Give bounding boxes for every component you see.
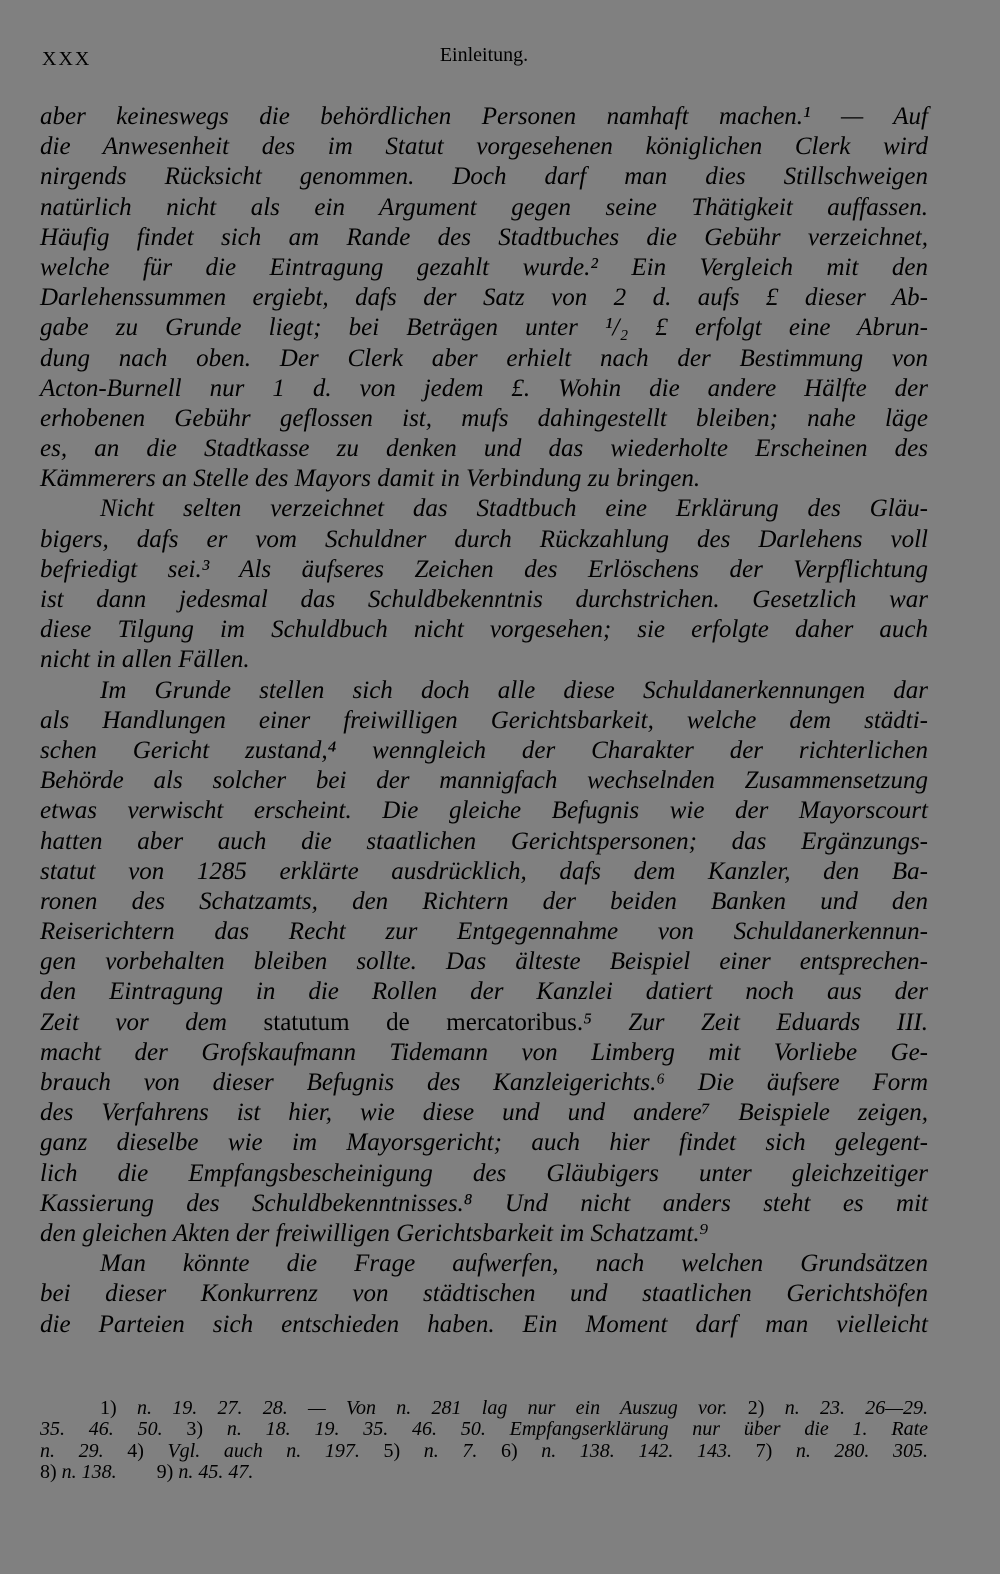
text-line: Häufig findet sich am Rande des Stadtbuches die Gebühr verzeichnet, [40, 223, 928, 251]
footnote-text: n. 23. 26—29. [784, 1397, 929, 1419]
footnote-text: n. 7. [423, 1439, 478, 1462]
text-line: erhobenen Gebühr geflossen ist, mufs dahingestellt bleiben; nahe läge [40, 404, 928, 432]
text-segment: Zeit vor dem [40, 1008, 227, 1036]
text-line: Nicht selten verzeichnet das Stadtbuch eine Erklärung des Gläu- [100, 495, 928, 523]
footnote-marker: 5) [383, 1439, 401, 1462]
text-line: aber keineswegs die behördlichen Personen namhaft machen.¹ — Auf [40, 103, 928, 130]
text-line: hatten aber auch die staatlichen Gerichtspersonen; das Ergänzungs- [40, 827, 928, 855]
text-line: ist dann jedesmal das Schuldbekenntnis durchstrichen. Gesetzlich war [40, 586, 928, 613]
text-line: Behörde als solcher bei der mannigfach wechselnden Zusammensetzung [40, 767, 928, 795]
text-line: bigers, dafs er vom Schuldner durch Rückzahlung des Darlehens voll [40, 525, 928, 553]
text-line: es, an die Stadtkasse zu denken und das wiederholte Erscheinen des [40, 435, 928, 463]
text-line: nirgends Rücksicht genommen. Doch darf man dies Stillschweigen [40, 163, 928, 191]
text-line: diese Tilgung im Schuldbuch nicht vorgesehen; sie erfolgte daher auch [40, 616, 928, 644]
footnote-marker: 3) [186, 1418, 204, 1441]
text-line: brauch von dieser Befugnis des Kanzleigerichts.⁶ Die äufsere Form [40, 1069, 928, 1096]
page-number: XXX [42, 48, 92, 70]
footnote-marker: 9) [156, 1460, 174, 1483]
text-line: gen vorbehalten bleiben sollte. Das älteste Beispiel einer entsprechen- [40, 948, 928, 976]
text-line: ronen des Schatzamts, den Richtern der beiden Banken und den [40, 887, 928, 915]
footnote-text: n. 19. 27. 28. — Von n. 281 lag nur ein Auszug vor. [136, 1397, 728, 1419]
text-line: den gleichen Akten der freiwilligen Gerichtsbarkeit im Schatzamt.⁹ [40, 1219, 709, 1247]
text-line: statut von 1285 erklärte ausdrücklich, dafs dem Kanzler, den Ba- [40, 857, 928, 885]
text-line: Im Grunde stellen sich doch alle diese Schuldanerkennungen dar [100, 676, 928, 704]
page-header [40, 40, 928, 80]
footnotes [40, 1398, 928, 1483]
text-line: etwas verwischt erscheint. Die gleiche Befugnis wie der Mayorscourt [40, 797, 928, 825]
footnote-text: n. 29. [40, 1439, 104, 1462]
footnote-text: n. 138. [61, 1460, 117, 1483]
text-line-mixed [40, 1008, 928, 1038]
footnote-line [40, 1398, 928, 1419]
text-line: lich die Empfangsbescheinigung des Gläubigers unter gleichzeitiger [40, 1159, 928, 1187]
text-segment: ⁵ Zur Zeit Eduards III. [583, 1008, 929, 1036]
text-line: den Eintragung in die Rollen der Kanzlei datiert noch aus der [40, 978, 928, 1006]
text-line: Man könnte die Frage aufwerfen, nach welchen Grundsätzen [100, 1250, 928, 1278]
text-line: macht der Grofskaufmann Tidemann von Limberg mit Vorliebe Ge- [40, 1038, 928, 1066]
text-line: Kassierung des Schuldbekenntnisses.⁸ Und nicht anders steht es mit [40, 1189, 928, 1217]
book-page [40, 40, 929, 1483]
text-line: befriedigt sei.³ Als äufseres Zeichen des Erlöschens der Verpflichtung [40, 555, 928, 583]
text-line: bei dieser Konkurrenz von städtischen und staatlichen Gerichtshöfen [40, 1280, 928, 1308]
text-line: gabe zu Grunde liegt; bei Beträgen unter ¹/₂ £ erfolgt eine Abrun- [40, 314, 928, 342]
text-line: als Handlungen einer freiwilligen Gerichtsbarkeit, welche dem städti- [40, 706, 928, 734]
text-line: Kämmerers an Stelle des Mayors damit in Verbindung zu bringen. [40, 465, 701, 493]
text-line: die Parteien sich entschieden haben. Ein Moment darf man vielleicht [40, 1310, 928, 1338]
body-text [40, 102, 928, 1340]
text-line: dung nach oben. Der Clerk aber erhielt nach der Bestimmung von [40, 344, 928, 372]
text-line: schen Gericht zustand,⁴ wenngleich der Charakter der richterlichen [40, 736, 928, 764]
footnote-marker: 4) [127, 1439, 144, 1462]
footnote-marker: 7) [755, 1439, 773, 1462]
footnote-text: n. 45. 47. [178, 1460, 254, 1483]
text-line: Darlehenssummen ergiebt, dafs der Satz von 2 d. aufs £ dieser Ab- [40, 284, 928, 312]
text-line: welche für die Eintragung gezahlt wurde.² Ein Vergleich mit den [40, 253, 928, 281]
text-line: Reiserichtern das Recht zur Entgegennahme von Schuldanerkennun- [40, 918, 928, 946]
footnote-text: Vgl. auch n. 197. [167, 1439, 360, 1462]
text-line: Acton-Burnell nur 1 d. von jedem £. Wohin die andere Hälfte der [40, 374, 928, 402]
text-line: die Anwesenheit des im Statut vorgesehenen königlichen Clerk wird [40, 133, 928, 161]
footnote-marker: 2) [747, 1397, 765, 1419]
footnote-text: 35. 46. 50. [40, 1418, 163, 1441]
footnote-marker: 8) [40, 1460, 57, 1483]
footnote-line [40, 1419, 928, 1440]
latin-title: statutum de mercatoribus. [263, 1008, 584, 1036]
footnote-text: n. 280. 305. [795, 1439, 929, 1462]
text-line: des Verfahrens ist hier, wie diese und und andere⁷ Beispiele zeigen, [40, 1099, 928, 1127]
footnote-marker: 6) [500, 1439, 518, 1462]
text-line: ganz dieselbe wie im Mayorsgericht; auch hier findet sich gelegent- [40, 1129, 928, 1157]
footnote-marker: 1) [100, 1397, 117, 1419]
footnote-line [40, 1441, 928, 1462]
text-line: natürlich nicht als ein Argument gegen seine Thätigkeit auffassen. [40, 193, 928, 221]
footnote-text: n. 138. 142. 143. [541, 1439, 732, 1462]
running-title: Einleitung. [439, 44, 529, 66]
footnote-text: n. 18. 19. 35. 46. 50. Empfangserklärung nur über die 1. Rate [226, 1418, 929, 1441]
text-line: nicht in allen Fällen. [40, 646, 250, 674]
footnote-line [40, 1462, 928, 1483]
